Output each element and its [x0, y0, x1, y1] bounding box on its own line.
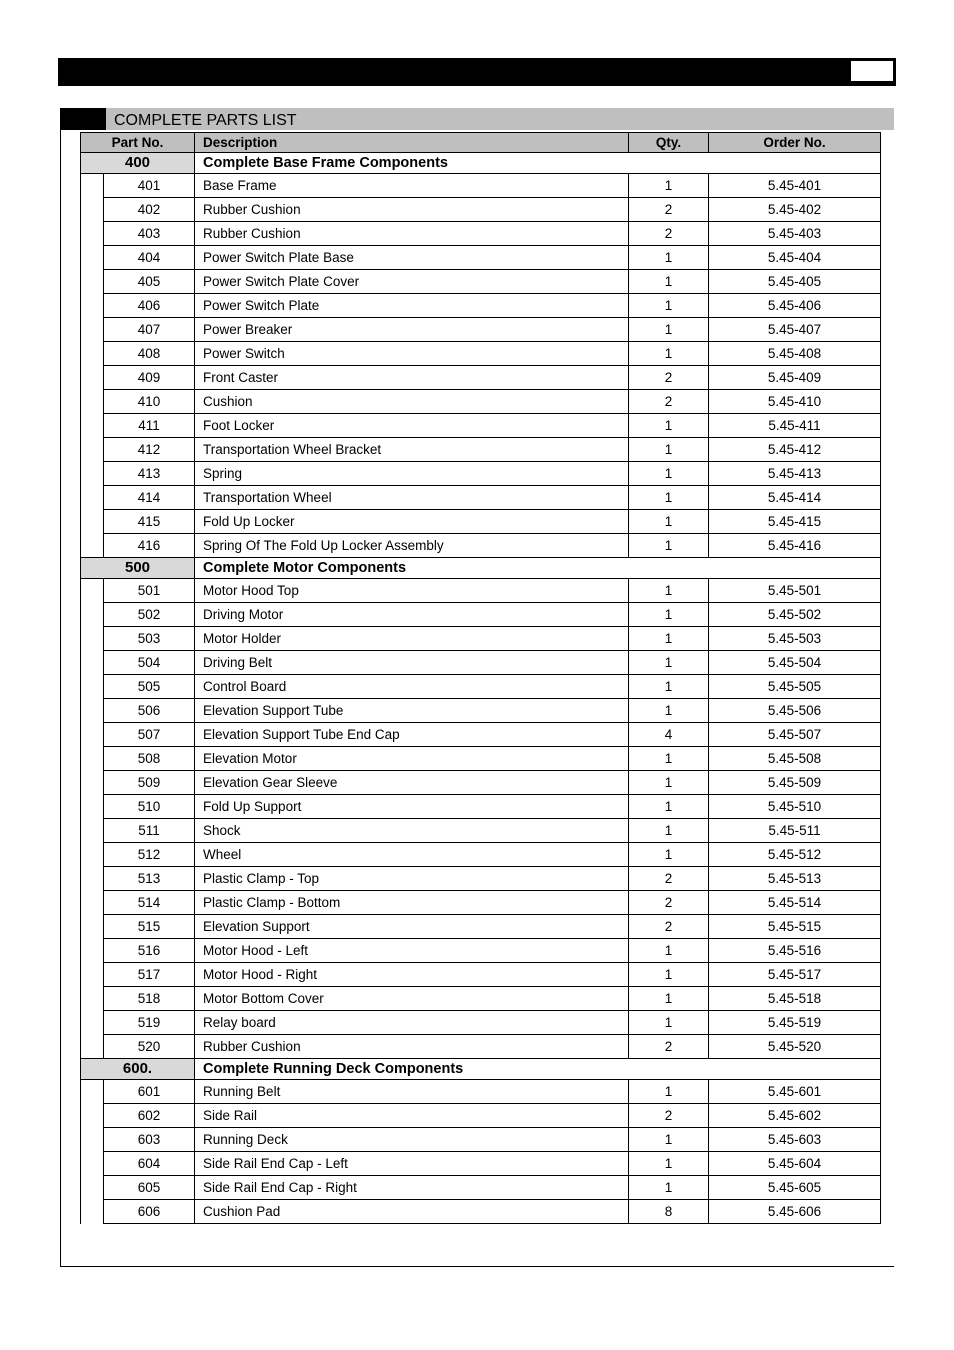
header-bar	[58, 58, 896, 86]
description-cell: Power Breaker	[195, 318, 629, 342]
qty-cell: 1	[629, 414, 709, 438]
order-number-cell: 5.45-506	[709, 699, 881, 723]
row-indent	[81, 198, 104, 222]
row-indent	[81, 486, 104, 510]
order-number-cell: 5.45-518	[709, 987, 881, 1011]
table-row	[81, 651, 881, 675]
description-cell: Power Switch Plate Cover	[195, 270, 629, 294]
table-row	[81, 771, 881, 795]
table-row	[81, 246, 881, 270]
group-number: 500	[81, 558, 195, 579]
part-number-cell: 601	[104, 1080, 195, 1104]
row-indent	[81, 342, 104, 366]
qty-cell: 1	[629, 1176, 709, 1200]
description-cell: Control Board	[195, 675, 629, 699]
qty-cell: 2	[629, 222, 709, 246]
table-row	[81, 675, 881, 699]
table-row	[81, 603, 881, 627]
order-number-cell: 5.45-408	[709, 342, 881, 366]
order-number-cell: 5.45-416	[709, 534, 881, 558]
qty-cell: 2	[629, 390, 709, 414]
part-number-cell: 519	[104, 1011, 195, 1035]
order-number-cell: 5.45-405	[709, 270, 881, 294]
description-cell: Elevation Gear Sleeve	[195, 771, 629, 795]
description-cell: Fold Up Locker	[195, 510, 629, 534]
group-title: Complete Motor Components	[195, 558, 881, 579]
column-header-description: Description	[195, 133, 629, 153]
table-row	[81, 867, 881, 891]
description-cell: Front Caster	[195, 366, 629, 390]
part-number-cell: 501	[104, 579, 195, 603]
row-indent	[81, 723, 104, 747]
row-indent	[81, 534, 104, 558]
parts-table	[80, 132, 881, 1224]
row-indent	[81, 294, 104, 318]
group-title: Complete Base Frame Components	[195, 153, 881, 174]
qty-cell: 1	[629, 1011, 709, 1035]
row-indent	[81, 603, 104, 627]
qty-cell: 1	[629, 294, 709, 318]
row-indent	[81, 795, 104, 819]
qty-cell: 1	[629, 603, 709, 627]
row-indent	[81, 246, 104, 270]
qty-cell: 1	[629, 651, 709, 675]
group-number: 600.	[81, 1059, 195, 1080]
description-cell: Power Switch Plate	[195, 294, 629, 318]
qty-cell: 4	[629, 723, 709, 747]
description-cell: Foot Locker	[195, 414, 629, 438]
order-number-cell: 5.45-504	[709, 651, 881, 675]
part-number-cell: 414	[104, 486, 195, 510]
part-number-cell: 516	[104, 939, 195, 963]
table-row	[81, 534, 881, 558]
part-number-cell: 513	[104, 867, 195, 891]
table-row	[81, 390, 881, 414]
order-number-cell: 5.45-502	[709, 603, 881, 627]
part-number-cell: 503	[104, 627, 195, 651]
table-row	[81, 819, 881, 843]
column-header-part-no: Part No.	[81, 133, 195, 153]
qty-cell: 1	[629, 510, 709, 534]
description-cell: Side Rail End Cap - Right	[195, 1176, 629, 1200]
row-indent	[81, 939, 104, 963]
qty-cell: 2	[629, 1104, 709, 1128]
part-number-cell: 603	[104, 1128, 195, 1152]
description-cell: Spring	[195, 462, 629, 486]
order-number-cell: 5.45-509	[709, 771, 881, 795]
part-number-cell: 518	[104, 987, 195, 1011]
description-cell: Fold Up Support	[195, 795, 629, 819]
description-cell: Running Belt	[195, 1080, 629, 1104]
qty-cell: 2	[629, 1035, 709, 1059]
order-number-cell: 5.45-519	[709, 1011, 881, 1035]
table-row	[81, 939, 881, 963]
order-number-cell: 5.45-403	[709, 222, 881, 246]
table-row	[81, 723, 881, 747]
row-indent	[81, 510, 104, 534]
qty-cell: 1	[629, 747, 709, 771]
table-row	[81, 294, 881, 318]
table-row	[81, 438, 881, 462]
part-number-cell: 605	[104, 1176, 195, 1200]
part-number-cell: 502	[104, 603, 195, 627]
description-cell: Wheel	[195, 843, 629, 867]
table-row	[81, 486, 881, 510]
qty-cell: 1	[629, 486, 709, 510]
row-indent	[81, 699, 104, 723]
qty-cell: 1	[629, 1152, 709, 1176]
order-number-cell: 5.45-415	[709, 510, 881, 534]
part-number-cell: 402	[104, 198, 195, 222]
table-row	[81, 1035, 881, 1059]
description-cell: Driving Motor	[195, 603, 629, 627]
qty-cell: 1	[629, 1128, 709, 1152]
description-cell: Rubber Cushion	[195, 1035, 629, 1059]
description-cell: Plastic Clamp - Top	[195, 867, 629, 891]
part-number-cell: 510	[104, 795, 195, 819]
section-title: COMPLETE PARTS LIST	[114, 112, 297, 129]
qty-cell: 1	[629, 318, 709, 342]
order-number-cell: 5.45-413	[709, 462, 881, 486]
qty-cell: 1	[629, 843, 709, 867]
qty-cell: 2	[629, 867, 709, 891]
table-row	[81, 627, 881, 651]
row-indent	[81, 270, 104, 294]
part-number-cell: 416	[104, 534, 195, 558]
description-cell: Elevation Support Tube	[195, 699, 629, 723]
part-number-cell: 515	[104, 915, 195, 939]
table-row	[81, 891, 881, 915]
part-number-cell: 409	[104, 366, 195, 390]
qty-cell: 1	[629, 534, 709, 558]
qty-cell: 1	[629, 675, 709, 699]
table-row	[81, 1128, 881, 1152]
row-indent	[81, 1176, 104, 1200]
row-indent	[81, 891, 104, 915]
group-header-row	[81, 1059, 881, 1080]
row-indent	[81, 390, 104, 414]
row-indent	[81, 627, 104, 651]
part-number-cell: 517	[104, 963, 195, 987]
table-row	[81, 270, 881, 294]
group-header-row	[81, 153, 881, 174]
row-indent	[81, 1011, 104, 1035]
part-number-cell: 508	[104, 747, 195, 771]
order-number-cell: 5.45-402	[709, 198, 881, 222]
part-number-cell: 505	[104, 675, 195, 699]
order-number-cell: 5.45-412	[709, 438, 881, 462]
row-indent	[81, 747, 104, 771]
table-row	[81, 843, 881, 867]
description-cell: Power Switch	[195, 342, 629, 366]
description-cell: Side Rail End Cap - Left	[195, 1152, 629, 1176]
page-number-box	[851, 61, 893, 81]
description-cell: Shock	[195, 819, 629, 843]
row-indent	[81, 414, 104, 438]
table-row	[81, 366, 881, 390]
table-row	[81, 1011, 881, 1035]
table-row	[81, 1104, 881, 1128]
part-number-cell: 412	[104, 438, 195, 462]
table-row	[81, 174, 881, 198]
row-indent	[81, 651, 104, 675]
qty-cell: 2	[629, 891, 709, 915]
table-row	[81, 987, 881, 1011]
table-row	[81, 795, 881, 819]
order-number-cell: 5.45-406	[709, 294, 881, 318]
description-cell: Cushion	[195, 390, 629, 414]
order-number-cell: 5.45-510	[709, 795, 881, 819]
order-number-cell: 5.45-507	[709, 723, 881, 747]
order-number-cell: 5.45-512	[709, 843, 881, 867]
row-indent	[81, 222, 104, 246]
order-number-cell: 5.45-603	[709, 1128, 881, 1152]
part-number-cell: 407	[104, 318, 195, 342]
row-indent	[81, 579, 104, 603]
part-number-cell: 606	[104, 1200, 195, 1224]
qty-cell: 1	[629, 795, 709, 819]
row-indent	[81, 915, 104, 939]
part-number-cell: 602	[104, 1104, 195, 1128]
part-number-cell: 512	[104, 843, 195, 867]
table-row	[81, 198, 881, 222]
part-number-cell: 401	[104, 174, 195, 198]
description-cell: Relay board	[195, 1011, 629, 1035]
qty-cell: 1	[629, 270, 709, 294]
table-row	[81, 342, 881, 366]
description-cell: Power Switch Plate Base	[195, 246, 629, 270]
row-indent	[81, 963, 104, 987]
frame-bottom-line	[60, 1266, 894, 1267]
description-cell: Transportation Wheel Bracket	[195, 438, 629, 462]
order-number-cell: 5.45-604	[709, 1152, 881, 1176]
row-indent	[81, 318, 104, 342]
description-cell: Motor Holder	[195, 627, 629, 651]
table-row	[81, 747, 881, 771]
qty-cell: 2	[629, 198, 709, 222]
order-number-cell: 5.45-517	[709, 963, 881, 987]
qty-cell: 1	[629, 579, 709, 603]
order-number-cell: 5.45-501	[709, 579, 881, 603]
table-row	[81, 414, 881, 438]
table-row	[81, 222, 881, 246]
order-number-cell: 5.45-520	[709, 1035, 881, 1059]
order-number-cell: 5.45-605	[709, 1176, 881, 1200]
order-number-cell: 5.45-606	[709, 1200, 881, 1224]
column-header-order-no: Order No.	[709, 133, 881, 153]
description-cell: Motor Hood - Left	[195, 939, 629, 963]
frame-left-line	[60, 130, 61, 1267]
order-number-cell: 5.45-401	[709, 174, 881, 198]
table-row	[81, 1080, 881, 1104]
row-indent	[81, 987, 104, 1011]
table-row	[81, 1176, 881, 1200]
row-indent	[81, 867, 104, 891]
part-number-cell: 514	[104, 891, 195, 915]
description-cell: Motor Hood - Right	[195, 963, 629, 987]
row-indent	[81, 1104, 104, 1128]
table-row	[81, 579, 881, 603]
table-row	[81, 1152, 881, 1176]
qty-cell: 1	[629, 174, 709, 198]
description-cell: Elevation Support	[195, 915, 629, 939]
part-number-cell: 511	[104, 819, 195, 843]
row-indent	[81, 1035, 104, 1059]
qty-cell: 8	[629, 1200, 709, 1224]
order-number-cell: 5.45-516	[709, 939, 881, 963]
column-header-qty: Qty.	[629, 133, 709, 153]
row-indent	[81, 1200, 104, 1224]
description-cell: Rubber Cushion	[195, 222, 629, 246]
row-indent	[81, 1080, 104, 1104]
part-number-cell: 410	[104, 390, 195, 414]
part-number-cell: 604	[104, 1152, 195, 1176]
part-number-cell: 411	[104, 414, 195, 438]
qty-cell: 1	[629, 1080, 709, 1104]
parts-table-body	[81, 153, 881, 1224]
part-number-cell: 415	[104, 510, 195, 534]
order-number-cell: 5.45-414	[709, 486, 881, 510]
description-cell: Motor Hood Top	[195, 579, 629, 603]
qty-cell: 1	[629, 963, 709, 987]
qty-cell: 1	[629, 699, 709, 723]
qty-cell: 1	[629, 819, 709, 843]
order-number-cell: 5.45-503	[709, 627, 881, 651]
part-number-cell: 504	[104, 651, 195, 675]
table-row	[81, 1200, 881, 1224]
description-cell: Running Deck	[195, 1128, 629, 1152]
part-number-cell: 404	[104, 246, 195, 270]
order-number-cell: 5.45-409	[709, 366, 881, 390]
part-number-cell: 413	[104, 462, 195, 486]
row-indent	[81, 843, 104, 867]
order-number-cell: 5.45-515	[709, 915, 881, 939]
part-number-cell: 406	[104, 294, 195, 318]
table-header-row	[81, 133, 881, 153]
order-number-cell: 5.45-511	[709, 819, 881, 843]
description-cell: Driving Belt	[195, 651, 629, 675]
part-number-cell: 506	[104, 699, 195, 723]
order-number-cell: 5.45-404	[709, 246, 881, 270]
table-row	[81, 699, 881, 723]
qty-cell: 1	[629, 246, 709, 270]
description-cell: Motor Bottom Cover	[195, 987, 629, 1011]
qty-cell: 1	[629, 627, 709, 651]
description-cell: Elevation Support Tube End Cap	[195, 723, 629, 747]
row-indent	[81, 1128, 104, 1152]
description-cell: Elevation Motor	[195, 747, 629, 771]
description-cell: Plastic Clamp - Bottom	[195, 891, 629, 915]
row-indent	[81, 438, 104, 462]
qty-cell: 1	[629, 987, 709, 1011]
description-cell: Cushion Pad	[195, 1200, 629, 1224]
qty-cell: 1	[629, 771, 709, 795]
qty-cell: 1	[629, 939, 709, 963]
row-indent	[81, 819, 104, 843]
section-marker	[60, 108, 106, 130]
row-indent	[81, 1152, 104, 1176]
part-number-cell: 408	[104, 342, 195, 366]
part-number-cell: 509	[104, 771, 195, 795]
order-number-cell: 5.45-601	[709, 1080, 881, 1104]
part-number-cell: 403	[104, 222, 195, 246]
row-indent	[81, 771, 104, 795]
order-number-cell: 5.45-508	[709, 747, 881, 771]
qty-cell: 2	[629, 915, 709, 939]
description-cell: Base Frame	[195, 174, 629, 198]
order-number-cell: 5.45-411	[709, 414, 881, 438]
part-number-cell: 507	[104, 723, 195, 747]
table-row	[81, 462, 881, 486]
group-number: 400	[81, 153, 195, 174]
table-row	[81, 963, 881, 987]
group-title: Complete Running Deck Components	[195, 1059, 881, 1080]
qty-cell: 2	[629, 366, 709, 390]
order-number-cell: 5.45-602	[709, 1104, 881, 1128]
row-indent	[81, 366, 104, 390]
row-indent	[81, 675, 104, 699]
description-cell: Rubber Cushion	[195, 198, 629, 222]
order-number-cell: 5.45-513	[709, 867, 881, 891]
order-number-cell: 5.45-505	[709, 675, 881, 699]
table-row	[81, 510, 881, 534]
group-header-row	[81, 558, 881, 579]
description-cell: Transportation Wheel	[195, 486, 629, 510]
table-row	[81, 318, 881, 342]
row-indent	[81, 462, 104, 486]
qty-cell: 1	[629, 342, 709, 366]
qty-cell: 1	[629, 438, 709, 462]
part-number-cell: 405	[104, 270, 195, 294]
order-number-cell: 5.45-410	[709, 390, 881, 414]
table-row	[81, 915, 881, 939]
order-number-cell: 5.45-514	[709, 891, 881, 915]
description-cell: Spring Of The Fold Up Locker Assembly	[195, 534, 629, 558]
part-number-cell: 520	[104, 1035, 195, 1059]
qty-cell: 1	[629, 462, 709, 486]
order-number-cell: 5.45-407	[709, 318, 881, 342]
description-cell: Side Rail	[195, 1104, 629, 1128]
row-indent	[81, 174, 104, 198]
